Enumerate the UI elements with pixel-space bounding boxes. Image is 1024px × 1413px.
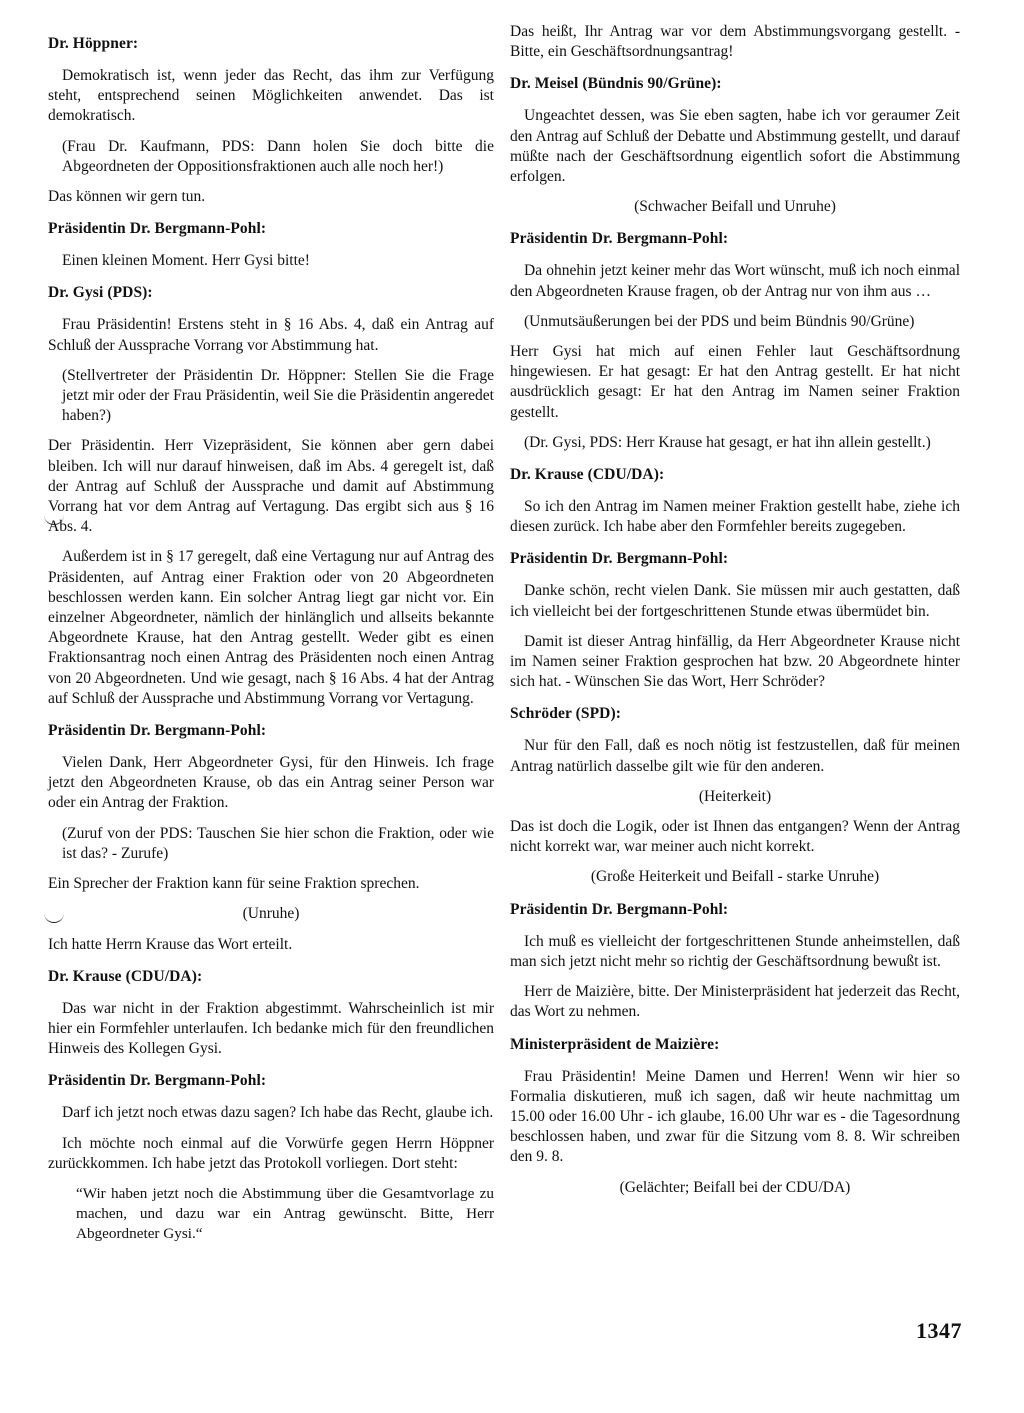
- speech-paragraph: Damit ist dieser Antrag hinfällig, da Herr Abgeordneter Krause nicht im Namen seiner Fraktion gesprochen hat bzw. 20 Abgeordnete hinter sich hat. - Wünschen Sie das Wort, Herr Schröder?: [510, 632, 960, 691]
- interjection: (Frau Dr. Kaufmann, PDS: Dann holen Sie doch bitte die Abgeordneten der Oppositionsfraktionen auch alle noch her!): [62, 137, 494, 175]
- speaker-name: Präsidentin Dr. Bergmann-Pohl:: [510, 900, 729, 918]
- speech-paragraph: Darf ich jetzt noch etwas dazu sagen? Ich habe das Recht, glaube ich.: [62, 1104, 494, 1122]
- speech-paragraph: Außerdem ist in § 17 geregelt, daß eine Vertagung nur auf Antrag des Präsidenten, auf Antrag einer Fraktion oder von 20 Abgeordneten beschlossen werden kann. Ein solcher Antrag liegt gar nicht vor. Ein einzelner Abgeordneter, nämlich der hinlänglich und allseits bekannte Abgeordnete Krause, hat den Antrag gestellt. Weder gibt es einen Fraktionsantrag noch einen Antrag des Präsidenten noch einen Antrag von 20 Abgeordneten. Und wie gesagt, nach § 16 Abs. 4 hat der Antrag auf Schluß der Aussprache und Abstimmung Vorrang vor Vertagung.: [48, 548, 494, 707]
- reaction-note: (Große Heiterkeit und Beifall - starke Unruhe): [590, 868, 880, 886]
- interjection: (Dr. Gysi, PDS: Herr Krause hat gesagt, er hat ihn allein gestellt.): [524, 433, 931, 451]
- speaker-name: Präsidentin Dr. Bergmann-Pohl:: [48, 722, 267, 740]
- reaction-note: (Unruhe): [242, 905, 300, 923]
- speech-paragraph: Herr Gysi hat mich auf einen Fehler laut Geschäftsordnung hingewiesen. Er hat gesagt: Er hat den Antrag gestellt. Er hat nicht ausdrücklich gesagt: Er hat den Antrag im Namen seiner Fraktion gestellt.: [510, 343, 960, 421]
- protocol-quote: “Wir haben jetzt noch die Abstimmung über die Gesamtvorlage zu machen, und dazu war ein Antrag gewünscht. Bitte, Herr Abgeordneter Gysi.“: [76, 1184, 494, 1242]
- speaker-name: Dr. Meisel (Bündnis 90/Grüne):: [510, 75, 722, 93]
- speaker-name: Dr. Krause (CDU/DA):: [510, 466, 665, 484]
- speaker-name: Dr. Gysi (PDS):: [48, 284, 153, 302]
- speech-paragraph: Das ist doch die Logik, oder ist Ihnen das entgangen? Wenn der Antrag nicht korrekt war, war meiner auch nicht korrekt.: [510, 818, 960, 856]
- speaker-name: Präsidentin Dr. Bergmann-Pohl:: [510, 550, 729, 568]
- speaker-name: Präsidentin Dr. Bergmann-Pohl:: [48, 1072, 267, 1090]
- speech-paragraph: Vielen Dank, Herr Abgeordneter Gysi, für den Hinweis. Ich frage jetzt den Abgeordneten Krause, ob das ein Antrag seiner Person war oder ein Antrag der Fraktion.: [48, 754, 494, 812]
- speech-paragraph: Ungeachtet dessen, was Sie eben sagten, habe ich vor geraumer Zeit den Antrag auf Schluß der Debatte und Abstimmung gestellt, und darauf müßte nach der Geschäftsordnung eigentlich sofort die Abstimmung erfolgen.: [510, 107, 960, 186]
- reaction-note: (Heiterkeit): [698, 787, 772, 805]
- speaker-name: Präsidentin Dr. Bergmann-Pohl:: [510, 230, 729, 248]
- speech-paragraph: Demokratisch ist, wenn jeder das Recht, das ihm zur Verfügung steht, entsprechend seinen Möglichkeiten anwendet. Das ist demokratisch.: [48, 67, 494, 125]
- speech-paragraph: Einen kleinen Moment. Herr Gysi bitte!: [62, 252, 310, 270]
- speech-paragraph: Das war nicht in der Fraktion abgestimmt. Wahrscheinlich ist mir hier ein Formfehler unterlaufen. Ich bedanke mich für den freundlichen Hinweis des Kollegen Gysi.: [48, 999, 494, 1058]
- speech-paragraph: Herr de Maizière, bitte. Der Ministerpräsident hat jederzeit das Recht, das Wort zu nehmen.: [510, 983, 960, 1021]
- speech-paragraph: Ich möchte noch einmal auf die Vorwürfe gegen Herrn Höppner zurückkommen. Ich habe jetzt das Protokoll vorliegen. Dort steht:: [48, 1134, 494, 1172]
- reaction-note: (Schwacher Beifall und Unruhe): [634, 198, 836, 216]
- reaction-note: (Gelächter; Beifall bei der CDU/DA): [619, 1178, 851, 1196]
- speaker-name: Dr. Höppner:: [48, 35, 139, 52]
- page-number: 1347: [916, 1318, 962, 1343]
- right-column: [510, 22, 960, 1208]
- speech-paragraph: Der Präsidentin. Herr Vizepräsident, Sie können aber gern dabei bleiben. Ich will nur darauf hinweisen, daß im Abs. 4 geregelt ist, daß der Antrag auf Schluß der Aussprache und damit auf Abstimmung Vorrang hat vor dem Antrag auf Vertagung. Das ergibt sich aus § 16 Abs. 4.: [48, 437, 494, 536]
- speaker-name: Dr. Krause (CDU/DA):: [48, 967, 203, 985]
- speech-paragraph: Das heißt, Ihr Antrag war vor dem Abstimmungsvorgang gestellt. - Bitte, ein Geschäftsordnungsantrag!: [510, 23, 960, 61]
- speech-paragraph: Das können wir gern tun.: [48, 188, 206, 206]
- speech-paragraph: Danke schön, recht vielen Dank. Sie müssen mir auch gestatten, daß ich vielleicht bei der fortgeschrittenen Stunde etwas übermüdet bin.: [510, 582, 960, 620]
- interjection: (Stellvertreter der Präsidentin Dr. Höppner: Stellen Sie die Frage jetzt mir oder der Frau Präsidentin, weil Sie die Präsidentin angeredet haben?): [62, 366, 494, 425]
- interjection: (Unmutsäußerungen bei der PDS und beim Bündnis 90/Grüne): [524, 312, 915, 330]
- speech-paragraph: So ich den Antrag im Namen meiner Fraktion gestellt habe, ziehe ich diesen zurück. Ich habe aber den Formfehler bereits zugegeben.: [510, 498, 960, 536]
- speech-paragraph: Ein Sprecher der Fraktion kann für seine Fraktion sprechen.: [48, 875, 420, 893]
- speaker-name: Schröder (SPD):: [510, 705, 621, 723]
- speech-paragraph: Frau Präsidentin! Meine Damen und Herren! Wenn wir hier so Formalia diskutieren, muß ich sagen, daß wir heute nachmittag um 15.00 oder 16.00 Uhr - ich glaube, 16.00 Uhr war es - die Tagesordnung beschlossen haben, und zwar für die Sitzung vom 8. 8. Wir schreiben den 9. 8.: [510, 1067, 960, 1166]
- speaker-name: Ministerpräsident de Maizière:: [510, 1035, 720, 1053]
- speech-paragraph: Da ohnehin jetzt keiner mehr das Wort wünscht, muß ich noch einmal den Abgeordneten Krause fragen, ob der Antrag nur von ihm aus …: [510, 262, 960, 300]
- left-column: [48, 22, 494, 1253]
- interjection: (Zuruf von der PDS: Tauschen Sie hier schon die Fraktion, oder wie ist das? - Zurufe): [62, 824, 494, 862]
- speaker-name: Präsidentin Dr. Bergmann-Pohl:: [48, 220, 267, 238]
- speech-paragraph: Frau Präsidentin! Erstens steht in § 16 Abs. 4, daß ein Antrag auf Schluß der Aussprache Vorrang vor Abstimmung hat.: [48, 316, 494, 354]
- speech-paragraph: Ich muß es vielleicht der fortgeschrittenen Stunde anheimstellen, daß man sich jetzt nicht mehr so richtig der Geschäftsordnung bewußt ist.: [510, 932, 960, 970]
- speech-paragraph: Ich hatte Herrn Krause das Wort erteilt.: [48, 935, 293, 953]
- speech-paragraph: Nur für den Fall, daß es noch nötig ist festzustellen, daß für meinen Antrag natürlich dasselbe gilt wie für den anderen.: [510, 737, 960, 775]
